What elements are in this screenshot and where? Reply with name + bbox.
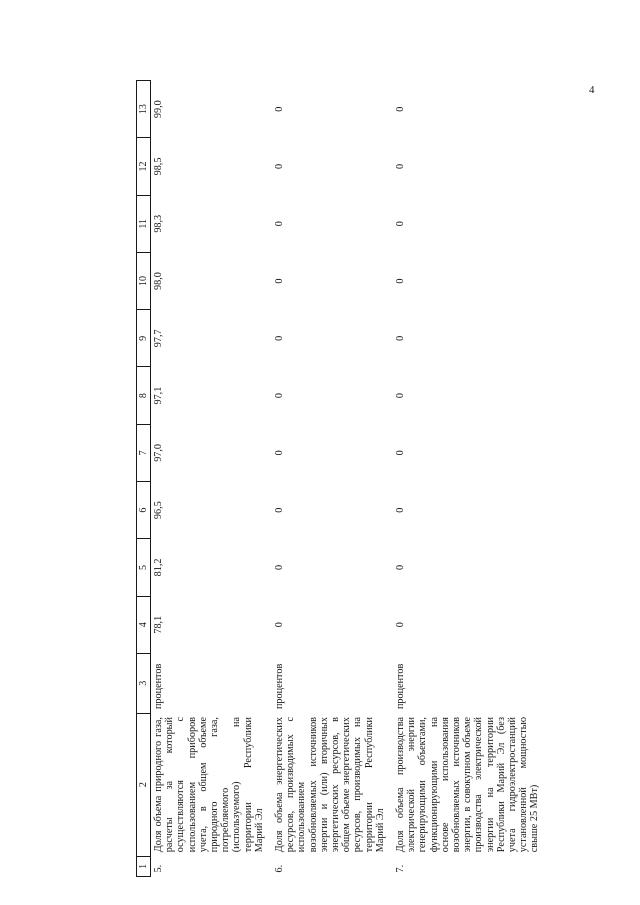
- unit-cell: процентов: [153, 663, 164, 710]
- column-header: 12: [137, 138, 151, 195]
- column-header: 1: [137, 856, 151, 876]
- value-cell: 0: [395, 622, 406, 628]
- column-header: 3: [137, 653, 151, 713]
- column-header: 8: [137, 367, 151, 424]
- column-header: 6: [137, 482, 151, 539]
- indicator-name: Доля объема энергетических ресурсов, производимых с использованием возобновляемых источников энергии и (или) вторичных энергетических ресурсов, в общем объеме энергетических ресурсов, производимых на территории Республики Марий Эл: [274, 717, 386, 853]
- value-cell: 0: [274, 335, 285, 341]
- value-cell: 81,2: [153, 558, 164, 577]
- value-cell: 0: [395, 450, 406, 456]
- column-header: 11: [137, 195, 151, 252]
- value-cell: 0: [274, 507, 285, 513]
- value-cell: 98,0: [153, 272, 164, 290]
- row-number: 6.: [274, 864, 285, 873]
- indicator-name: Доля объема производства электрической энергии генерирующими объектами, функционирующими на основе использования возобновляемых источников энергии, в совокупном объеме производства электрической энергии на территории Республики Марий Эл (без учета гидроэлектростанций установленной мощностью свыше 25 МВт): [395, 717, 541, 853]
- value-cell: 0: [274, 450, 285, 456]
- column-header: 7: [137, 424, 151, 481]
- rotated-table-container: [136, 80, 640, 877]
- value-cell: 0: [395, 564, 406, 570]
- unit-cell: процентов: [274, 663, 285, 710]
- value-cell: 0: [395, 278, 406, 284]
- value-cell: 99,0: [153, 100, 164, 119]
- column-header: 9: [137, 310, 151, 367]
- indicator-name: Доля объема природного газа, расчеты за который осуществляются с использованием приборов учета, в общем объеме природного газа, потребляемого (используемого) на территории Республики Марий Эл: [153, 717, 265, 853]
- column-header: 2: [137, 713, 151, 856]
- table-row: [393, 81, 543, 877]
- value-cell: 0: [274, 106, 285, 112]
- value-cell: 0: [395, 335, 406, 341]
- indicators-table: [136, 80, 543, 877]
- value-cell: 97,0: [153, 443, 164, 462]
- row-number: 5.: [153, 864, 164, 873]
- value-cell: 96,5: [153, 501, 164, 520]
- unit-cell: процентов: [395, 663, 406, 710]
- value-cell: 98,3: [153, 214, 164, 233]
- value-cell: 0: [274, 163, 285, 170]
- value-cell: 0: [274, 622, 285, 628]
- value-cell: 0: [395, 106, 406, 112]
- page-number: 4: [589, 84, 595, 96]
- row-number: 7.: [395, 864, 406, 873]
- value-cell: 0: [274, 221, 285, 227]
- column-header: 13: [137, 81, 151, 138]
- column-header: 10: [137, 252, 151, 309]
- column-header: 5: [137, 539, 151, 596]
- header-row: [137, 81, 151, 877]
- value-cell: 78,1: [153, 615, 164, 634]
- value-cell: 0: [274, 278, 285, 284]
- value-cell: 97,1: [153, 386, 164, 405]
- value-cell: 0: [395, 393, 406, 399]
- value-cell: 0: [395, 163, 406, 170]
- column-header: 4: [137, 596, 151, 653]
- value-cell: 97,7: [153, 329, 164, 348]
- table-row: [272, 81, 393, 877]
- value-cell: 0: [274, 393, 285, 399]
- value-cell: 0: [395, 507, 406, 513]
- value-cell: 0: [274, 564, 285, 570]
- table-row: [151, 81, 273, 877]
- value-cell: 0: [395, 221, 406, 227]
- value-cell: 98,5: [153, 157, 164, 176]
